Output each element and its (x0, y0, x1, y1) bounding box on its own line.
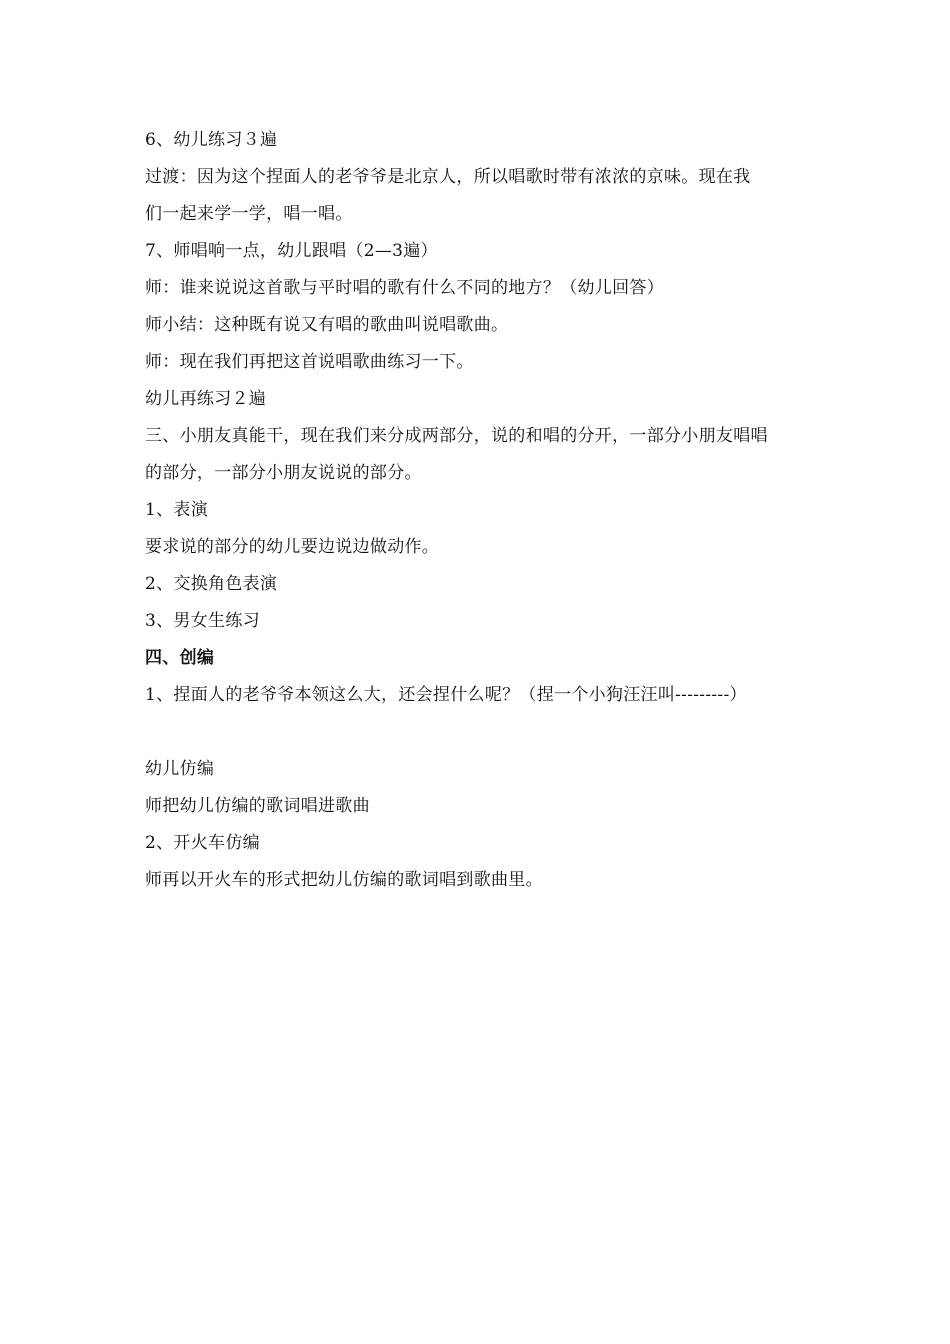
transition-text-line-2: 们一起来学一学，唱一唱。 (145, 204, 353, 224)
document-body (145, 122, 815, 899)
step-6-practice: 6、幼儿练习３遍 (145, 130, 278, 150)
children-practice-again: 幼儿再练习２遍 (145, 389, 267, 409)
creation-item-1: 1、捏面人的老爷爷本领这么大，还会捏什么呢？（捏一个小狗汪汪叫---------） (145, 685, 747, 705)
section-four-heading: 四、创编 (145, 648, 215, 668)
step-7-sing-along: 7、师唱响一点，幼儿跟唱（2—3遍） (145, 241, 438, 261)
transition-text-line-1: 过渡：因为这个捏面人的老爷爷是北京人，所以唱歌时带有浓浓的京味。现在我 (145, 167, 751, 187)
train-game-description: 师再以开火车的形式把幼儿仿编的歌词唱到歌曲里。 (145, 870, 543, 890)
blank-line (145, 714, 815, 751)
teacher-question: 师：谁来说说这首歌与平时唱的歌有什么不同的地方？（幼儿回答） (145, 278, 664, 298)
item-1-performance: 1、表演 (145, 500, 209, 520)
item-2-train-game: 2、开火车仿编 (145, 833, 260, 853)
section-three-line-2: 的部分，一部分小朋友说说的部分。 (145, 463, 422, 483)
teacher-instruction: 师：现在我们再把这首说唱歌曲练习一下。 (145, 352, 474, 372)
children-imitation: 幼儿仿编 (145, 759, 215, 779)
performance-requirement: 要求说的部分的幼儿要边说边做动作。 (145, 537, 440, 557)
item-3-boys-girls-practice: 3、男女生练习 (145, 611, 260, 631)
teacher-summary: 师小结：这种既有说又有唱的歌曲叫说唱歌曲。 (145, 315, 509, 335)
section-three-line-1: 三、小朋友真能干，现在我们来分成两部分，说的和唱的分开，一部分小朋友唱唱 (145, 426, 768, 446)
item-2-role-swap: 2、交换角色表演 (145, 574, 278, 594)
teacher-sings-lyrics: 师把幼儿仿编的歌词唱进歌曲 (145, 796, 370, 816)
